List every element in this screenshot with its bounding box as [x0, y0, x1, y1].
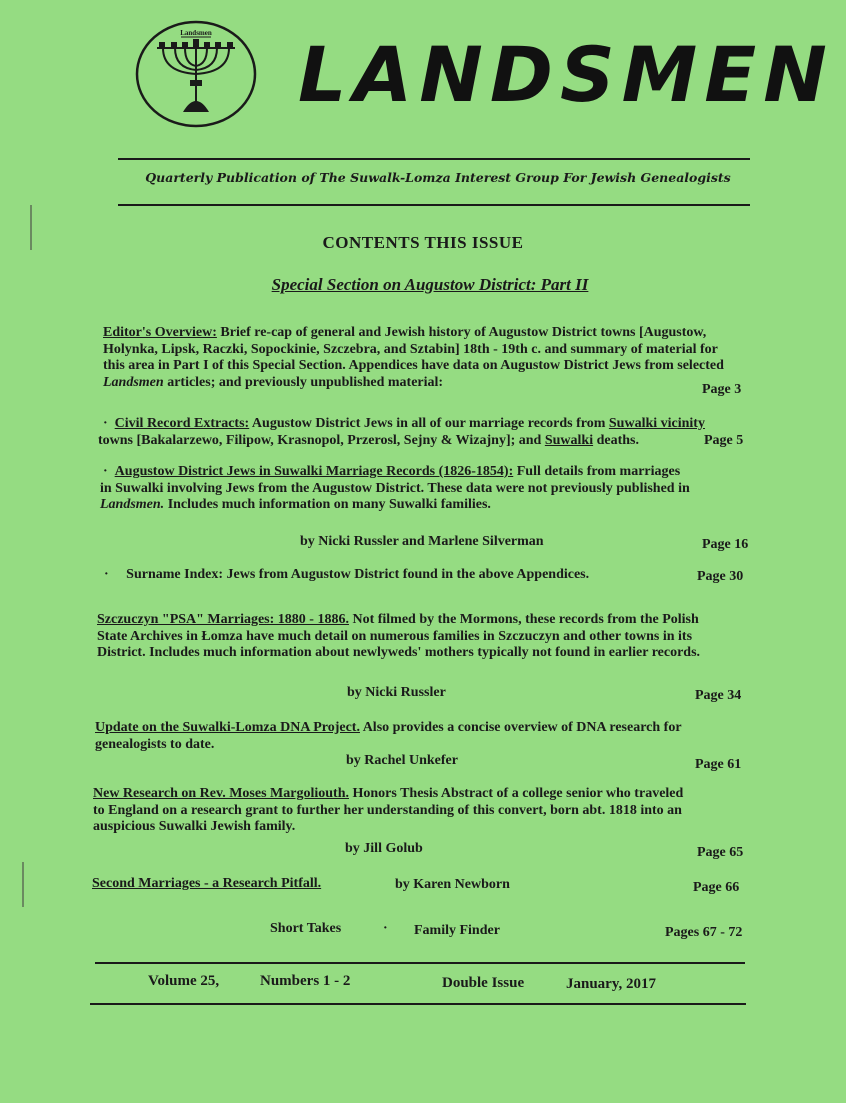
masthead-rule-bottom	[118, 204, 750, 206]
margoliouth-title: New Research on Rev. Moses Margoliouth.	[93, 786, 349, 801]
logo-text: Landsmen	[180, 29, 212, 37]
dna-project-page: Page 61	[695, 757, 742, 772]
marriage-records-page: Page 16	[702, 537, 749, 552]
contents-heading: CONTENTS THIS ISSUE	[322, 233, 524, 252]
special-section-heading: Special Section on Augustow District: Part II	[271, 275, 589, 294]
civil-records-entry: · Civil Record Extracts: Augustow District Jews in all of our marriage records from Suwalki vicinity towns [Bakalarzewo, Filipow, Krasnopol, Przerosl, Sejny & Wizajny]; and Suwalki deaths.	[98, 416, 705, 448]
civil-records-page: Page 5	[704, 433, 744, 448]
marriage-records-byline: by Nicki Russler and Marlene Silverman	[300, 534, 544, 549]
surname-index-page: Page 30	[697, 569, 744, 584]
short-takes-label: Short Takes	[270, 921, 342, 936]
footer-date: January, 2017	[566, 976, 657, 992]
margoliouth-entry: New Research on Rev. Moses Margoliouth. Honors Thesis Abstract of a college senior who traveled to England on a research grant to further her understanding of this convert, born abt. 1818 into an auspicious Suwalki Jewish family.	[93, 786, 684, 834]
marriage-records-title: Augustow District Jews in Suwalki Marriage Records (1826-1854):	[114, 464, 514, 479]
menorah-logo-icon	[135, 20, 257, 128]
szczuczyn-page: Page 34	[695, 688, 742, 703]
editors-overview-entry: Editor's Overview: Brief re-cap of general and Jewish history of Augustow District towns [Augustow, Holynka, Lipsk, Raczki, Sopockinie, Szczebra, and Sztabin] 18th - 19th c. and summary of material for this area in Part I of this Special Section. Appendices have data on Augustow District Jews from selected Landsmen articles; and previously unpublished material:	[103, 325, 724, 390]
masthead-rule-top	[118, 158, 750, 160]
footer-volume: Volume 25,	[148, 973, 220, 989]
szczuczyn-byline: by Nicki Russler	[347, 685, 446, 700]
margoliouth-byline: by Jill Golub	[345, 841, 423, 856]
margoliouth-page: Page 65	[697, 845, 744, 860]
staple-mark-top	[30, 205, 32, 250]
footer-rule-top	[95, 962, 745, 964]
editors-overview-title: Editor's Overview:	[103, 325, 217, 340]
second-marriages-byline: by Karen Newborn	[395, 877, 510, 892]
dna-project-entry: Update on the Suwalki-Lomza DNA Project. Also provides a concise overview of DNA research for genealogists to date.	[95, 720, 682, 752]
second-marriages-title: Second Marriages - a Research Pitfall.	[92, 876, 322, 891]
editors-overview-page: Page 3	[702, 382, 742, 397]
short-takes-separator: ·	[383, 921, 388, 936]
second-marriages-page: Page 66	[693, 880, 740, 895]
surname-index-entry: · Surname Index: Jews from Augustow District found in the above Appendices.	[104, 567, 590, 582]
footer-rule-bottom	[90, 1003, 746, 1005]
civil-records-title: Civil Record Extracts:	[114, 416, 250, 431]
staple-mark-bottom	[22, 862, 24, 907]
footer-double-issue: Double Issue	[442, 975, 525, 991]
family-finder-label: Family Finder	[414, 923, 500, 938]
second-marriages-entry	[92, 876, 321, 893]
masthead-title: LANDSMEN	[298, 30, 834, 119]
short-takes-page: Pages 67 - 72	[665, 925, 743, 940]
tagline: Quarterly Publication of The Suwalk-Lomza Interest Group For Jewish Genealogists	[145, 170, 731, 185]
szczuczyn-entry: Szczuczyn "PSA" Marriages: 1880 - 1886. Not filmed by the Mormons, these records from the Polish State Archives in Łomza have much detail on numerous families in Szczuczyn and other towns in its District. Includes much information about newlyweds' mothers typically not found in earlier records.	[97, 612, 701, 660]
footer-numbers: Numbers 1 - 2	[260, 973, 351, 989]
dna-project-title: Update on the Suwalki-Lomza DNA Project.	[95, 720, 360, 735]
dna-project-byline: by Rachel Unkefer	[346, 753, 458, 768]
marriage-records-entry: · Augustow District Jews in Suwalki Marriage Records (1826-1854): Full details from marriages in Suwalki involving Jews from the Augustow District. These data were not previously published in Landsmen. Includes much information on many Suwalki families.	[100, 464, 690, 512]
szczuczyn-title: Szczuczyn "PSA" Marriages: 1880 - 1886.	[97, 612, 349, 627]
